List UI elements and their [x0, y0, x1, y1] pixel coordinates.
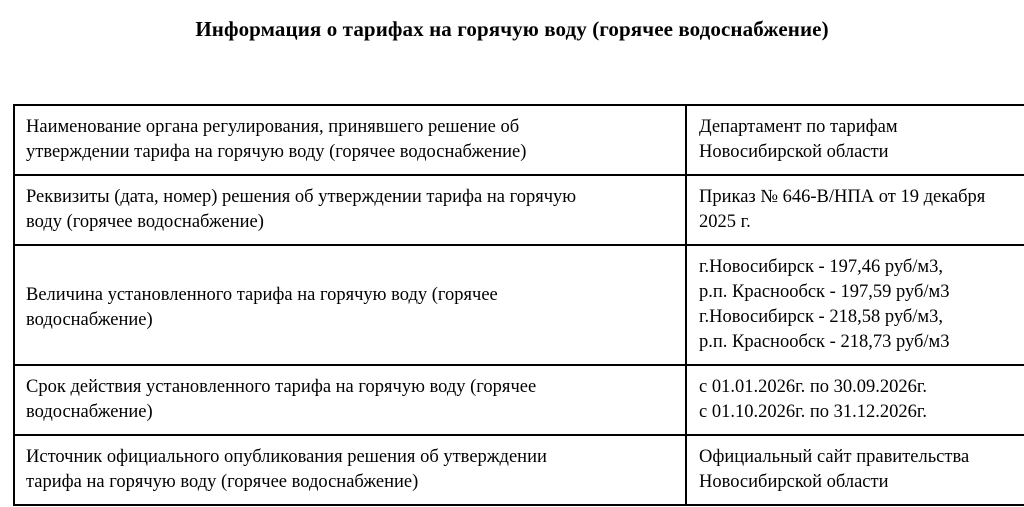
table-cell-label: [14, 365, 686, 435]
label-line: Срок действия установленного тарифа на горячую воду (горячее: [26, 377, 537, 397]
value-line: с 01.10.2026г. по 31.12.2026г.: [699, 402, 927, 422]
value-line: 2025 г.: [699, 212, 751, 232]
tariff-table-container: [13, 104, 1012, 506]
document-page: [0, 16, 1024, 507]
label-line: Реквизиты (дата, номер) решения об утверждении тарифа на горячую: [26, 187, 577, 207]
value-line: Официальный сайт правительства: [699, 447, 970, 467]
label-line: водоснабжение): [26, 402, 153, 422]
label-line: Величина установленного тарифа на горячую воду (горячее: [26, 285, 498, 305]
label-line: воду (горячее водоснабжение): [26, 212, 264, 232]
table-row: [14, 245, 1024, 365]
label-line: Наименование органа регулирования, принявшего решение об: [26, 117, 520, 137]
table-cell-value: [686, 365, 1024, 435]
value-line: Приказ № 646-В/НПА от 19 декабря: [699, 187, 986, 207]
table-cell-label: [14, 175, 686, 245]
value-line: г.Новосибирск - 218,58 руб/м3,: [699, 307, 943, 327]
table-cell-value: [686, 245, 1024, 365]
table-row: [14, 175, 1024, 245]
table-cell-label: [14, 435, 686, 505]
table-cell-value: [686, 105, 1024, 175]
value-line: Департамент по тарифам: [699, 117, 898, 137]
page-title: Информация о тарифах на горячую воду (горячее водоснабжение): [195, 17, 829, 41]
table-row: [14, 365, 1024, 435]
table-cell-label: [14, 245, 686, 365]
label-line: водоснабжение): [26, 310, 153, 330]
tariff-table: [13, 104, 1024, 506]
value-line: р.п. Краснообск - 218,73 руб/м3: [699, 332, 950, 352]
table-row: [14, 435, 1024, 505]
value-line: г.Новосибирск - 197,46 руб/м3,: [699, 257, 943, 277]
label-line: тарифа на горячую воду (горячее водоснабжение): [26, 472, 419, 492]
label-line: утверждении тарифа на горячую воду (горячее водоснабжение): [26, 142, 527, 162]
value-line: Новосибирской области: [699, 142, 889, 162]
table-cell-value: [686, 435, 1024, 505]
table-row: [14, 105, 1024, 175]
value-line: р.п. Краснообск - 197,59 руб/м3: [699, 282, 950, 302]
table-cell-value: [686, 175, 1024, 245]
value-line: Новосибирской области: [699, 472, 889, 492]
label-line: Источник официального опубликования решения об утверждении: [26, 447, 547, 467]
table-cell-label: [14, 105, 686, 175]
value-line: с 01.01.2026г. по 30.09.2026г.: [699, 377, 927, 397]
